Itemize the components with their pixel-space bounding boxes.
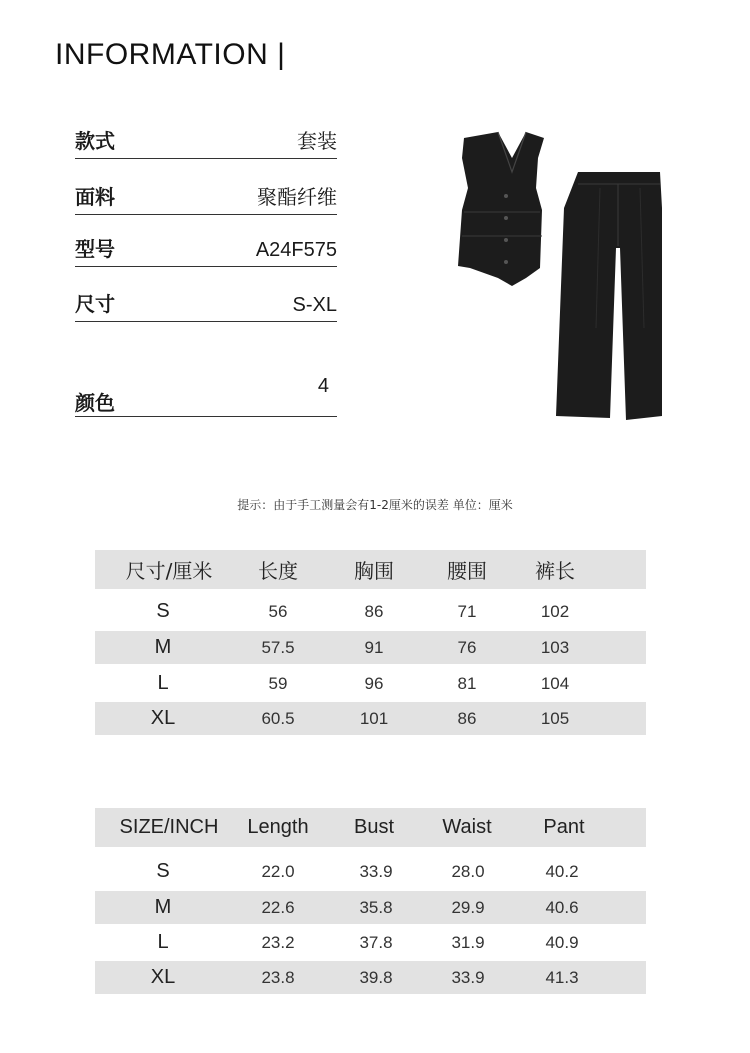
- table-row: [95, 961, 646, 994]
- table-header-cell: 裤长: [535, 559, 575, 583]
- table-cell: M: [154, 636, 172, 658]
- table-cell: S: [156, 600, 170, 622]
- table-row: [95, 631, 646, 664]
- table-cell: L: [157, 931, 169, 953]
- vest-and-trousers-set-icon: [450, 128, 670, 428]
- table-row: [95, 926, 646, 959]
- table-header-cell: 胸围: [354, 559, 394, 583]
- info-label: 面料: [75, 185, 115, 209]
- table-cell: 37.8: [359, 932, 393, 952]
- info-row-model: [75, 233, 337, 267]
- table-cell: 96: [364, 673, 384, 693]
- info-row-size: [75, 288, 337, 322]
- table-cell: 101: [359, 708, 389, 728]
- info-value: S-XL: [292, 294, 337, 316]
- table-cell: L: [157, 672, 169, 694]
- table-cell: XL: [150, 966, 176, 988]
- table-cell: 35.8: [359, 897, 393, 917]
- table-cell: 56: [268, 601, 288, 621]
- table-header-cell: Pant: [543, 816, 585, 838]
- table-cell: 33.9: [359, 861, 393, 881]
- table-header-cell: Bust: [353, 816, 395, 838]
- table-cell: 31.9: [451, 932, 485, 952]
- size-table-inch: [95, 808, 646, 994]
- measurement-note: 提示：由于手工测量会有1-2厘米的误差 单位：厘米: [237, 498, 513, 512]
- page-title: INFORMATION |: [55, 38, 286, 71]
- info-value: 聚酯纤维: [257, 187, 337, 209]
- table-cell: 29.9: [451, 897, 485, 917]
- table-cell: S: [156, 860, 170, 882]
- table-header-cell: 腰围: [447, 559, 487, 583]
- info-label: 款式: [75, 129, 115, 153]
- table-cell: 57.5: [261, 637, 295, 657]
- table-cell: 40.6: [545, 897, 579, 917]
- info-value: 套装: [297, 131, 337, 153]
- table-cell: M: [154, 896, 172, 918]
- table-cell: 102: [540, 601, 570, 621]
- info-value: A24F575: [255, 239, 337, 261]
- info-value: 4: [317, 375, 329, 397]
- table-cell: 39.8: [359, 967, 393, 987]
- table-cell: XL: [150, 707, 176, 729]
- info-row-fabric: [75, 181, 337, 215]
- table-cell: 23.8: [261, 967, 295, 987]
- table-row: [95, 702, 646, 735]
- table-header-row: [95, 550, 646, 589]
- table-cell: 81: [457, 673, 477, 693]
- size-table-cm: [95, 550, 646, 735]
- info-row-color: [75, 375, 337, 417]
- table-header-cell: 尺寸/厘米: [125, 559, 213, 583]
- table-row: [95, 595, 646, 628]
- table-cell: 40.9: [545, 932, 579, 952]
- table-cell: 103: [540, 637, 570, 657]
- table-cell: 105: [540, 708, 570, 728]
- info-label: 颜色: [75, 391, 115, 415]
- table-cell: 104: [540, 673, 570, 693]
- table-cell: 22.6: [261, 897, 295, 917]
- table-cell: 22.0: [261, 861, 295, 881]
- info-row-style: [75, 125, 337, 159]
- table-cell: 71: [457, 601, 477, 621]
- table-row: [95, 667, 646, 700]
- table-cell: 76: [457, 637, 477, 657]
- table-header-cell: SIZE/INCH: [119, 816, 219, 838]
- table-header-cell: Waist: [442, 816, 492, 838]
- table-cell: 86: [364, 601, 384, 621]
- table-cell: 60.5: [261, 708, 295, 728]
- table-cell: 33.9: [451, 967, 485, 987]
- table-cell: 59: [268, 673, 288, 693]
- table-cell: 86: [457, 708, 477, 728]
- table-cell: 40.2: [545, 861, 579, 881]
- table-cell: 23.2: [261, 932, 295, 952]
- table-header-cell: Length: [247, 816, 309, 838]
- table-header-row: [95, 808, 646, 847]
- info-label: 尺寸: [75, 292, 115, 316]
- table-row: [95, 891, 646, 924]
- trousers-icon: [556, 172, 662, 420]
- table-cell: 41.3: [545, 967, 579, 987]
- info-label: 型号: [75, 237, 115, 261]
- table-header-cell: 长度: [258, 559, 298, 583]
- vest-icon: [458, 132, 544, 286]
- table-cell: 91: [364, 637, 384, 657]
- table-row: [95, 855, 646, 888]
- table-cell: 28.0: [451, 861, 485, 881]
